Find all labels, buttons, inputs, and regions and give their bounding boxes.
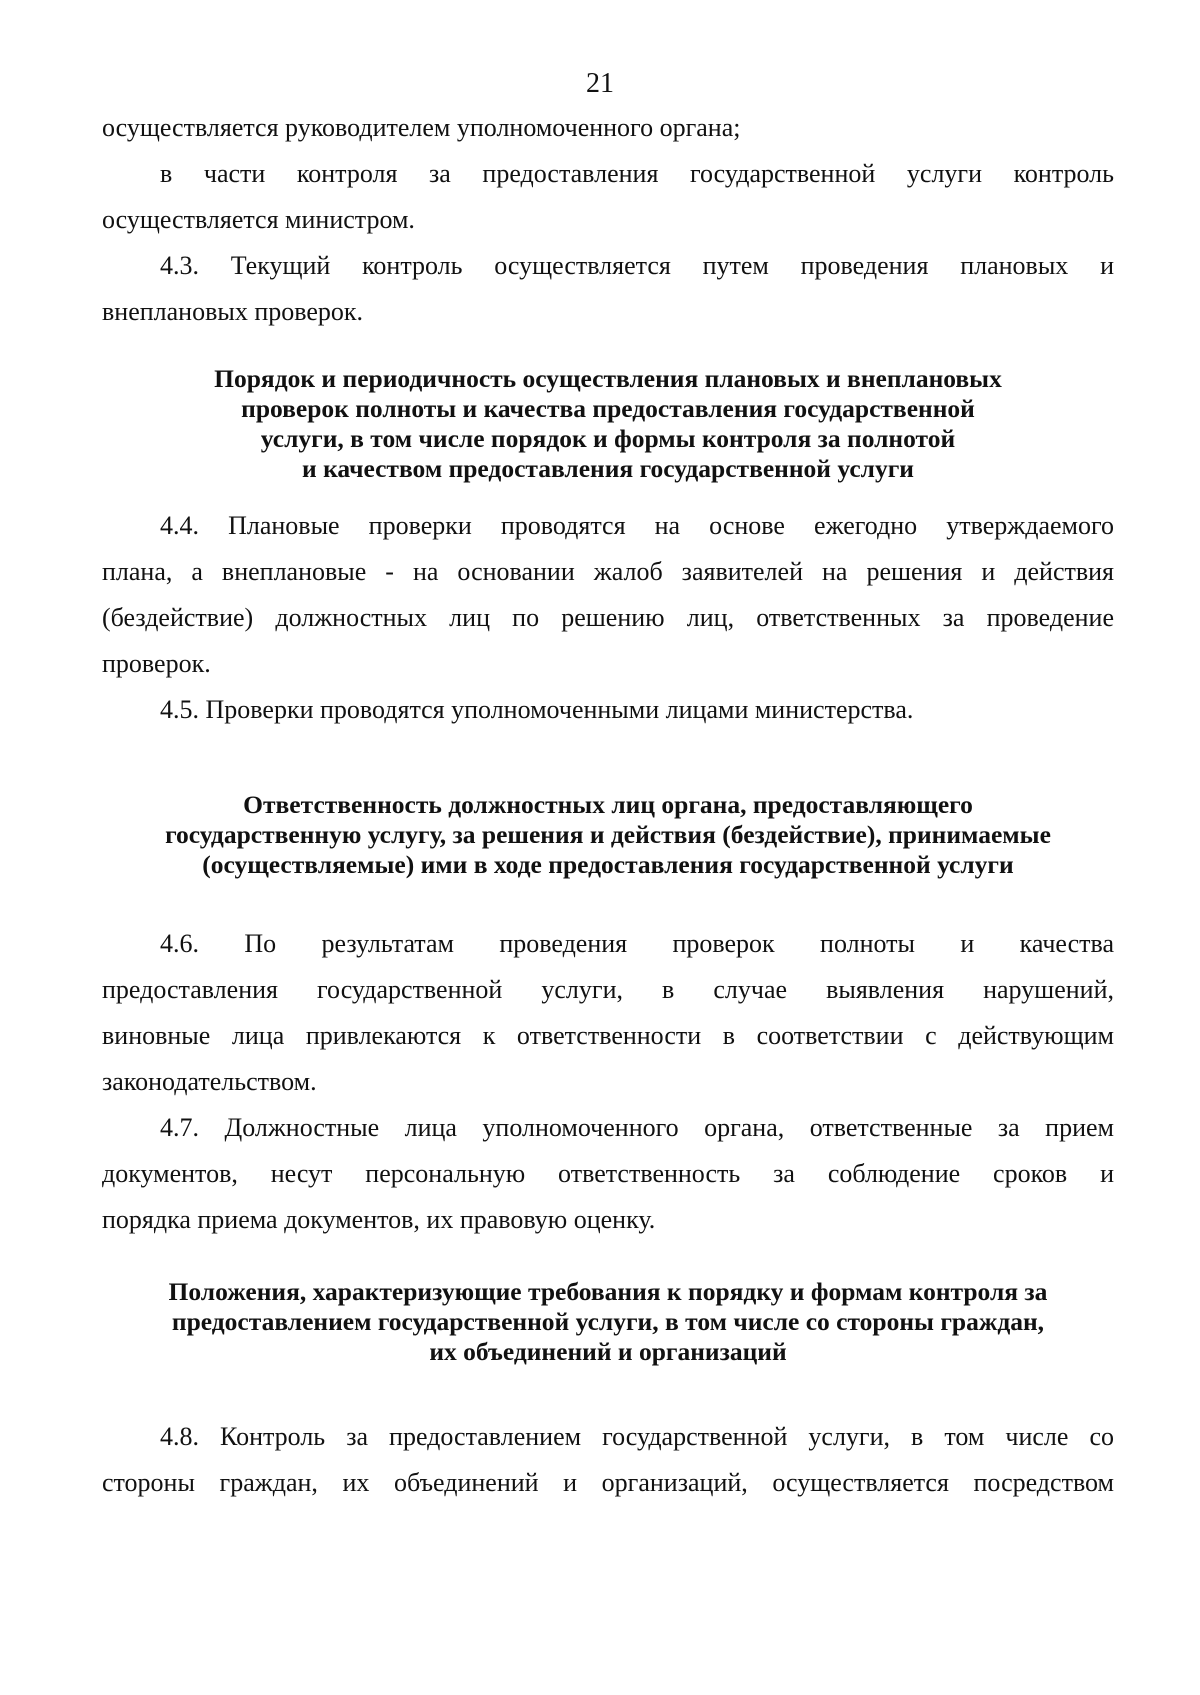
text-line: 4.3. Текущий контроль осуществляется путем проведения плановых и — [160, 251, 1114, 280]
text-line: в части контроля за предоставления государственной услуги контроль — [160, 159, 1114, 188]
text-line: осуществляется руководителем уполномоченного органа; — [102, 113, 741, 142]
paragraph-block-3 — [102, 921, 1114, 1243]
section-heading-3: Положения, характеризующие требования к порядку и формам контроля за предоставлением государственной услуги, в том числе со стороны граждан, их объединений и организаций — [168, 1277, 1048, 1366]
text-line: порядка приема документов, их правовую оценку. — [102, 1205, 656, 1234]
section-heading-1: Порядок и периодичность осуществления плановых и внеплановых проверок полноты и качества предоставления государственной услуги, в том числе порядок и формы контроля за полнотой и качеством предоставления государственной услуги — [214, 364, 1002, 483]
text-line: плана, а внеплановые - на основании жалоб заявителей на решения и действия — [102, 557, 1114, 586]
paragraph-block-1 — [102, 105, 1114, 335]
paragraph-block-4 — [102, 1414, 1114, 1506]
text-line: стороны граждан, их объединений и организаций, осуществляется посредством — [102, 1468, 1114, 1497]
text-line: проверок. — [102, 649, 211, 678]
text-line: предоставления государственной услуги, в случае выявления нарушений, — [102, 975, 1114, 1004]
text-line: осуществляется министром. — [102, 205, 415, 234]
text-line: документов, несут персональную ответственность за соблюдение сроков и — [102, 1159, 1114, 1188]
text-line: законодательством. — [102, 1067, 317, 1096]
text-line: (бездействие) должностных лиц по решению лиц, ответственных за проведение — [102, 603, 1114, 632]
text-line: 4.6. По результатам проведения проверок полноты и качества — [160, 929, 1114, 958]
text-line: 4.5. Проверки проводятся уполномоченными лицами министерства. — [160, 695, 914, 724]
text-line: 4.8. Контроль за предоставлением государственной услуги, в том числе со — [160, 1422, 1114, 1451]
paragraph-block-2 — [102, 503, 1114, 733]
text-line: виновные лица привлекаются к ответственности в соответствии с действующим — [102, 1021, 1114, 1050]
page-number: 21 — [586, 68, 614, 99]
text-line: 4.4. Плановые проверки проводятся на основе ежегодно утверждаемого — [160, 511, 1114, 540]
text-line: 4.7. Должностные лица уполномоченного органа, ответственные за прием — [160, 1113, 1114, 1142]
text-line: внеплановых проверок. — [102, 297, 364, 326]
section-heading-2: Ответственность должностных лиц органа, предоставляющего государственную услугу, за решения и действия (бездействие), принимаемые (осуществляемые) ими в ходе предоставления государственной услуги — [165, 790, 1051, 879]
